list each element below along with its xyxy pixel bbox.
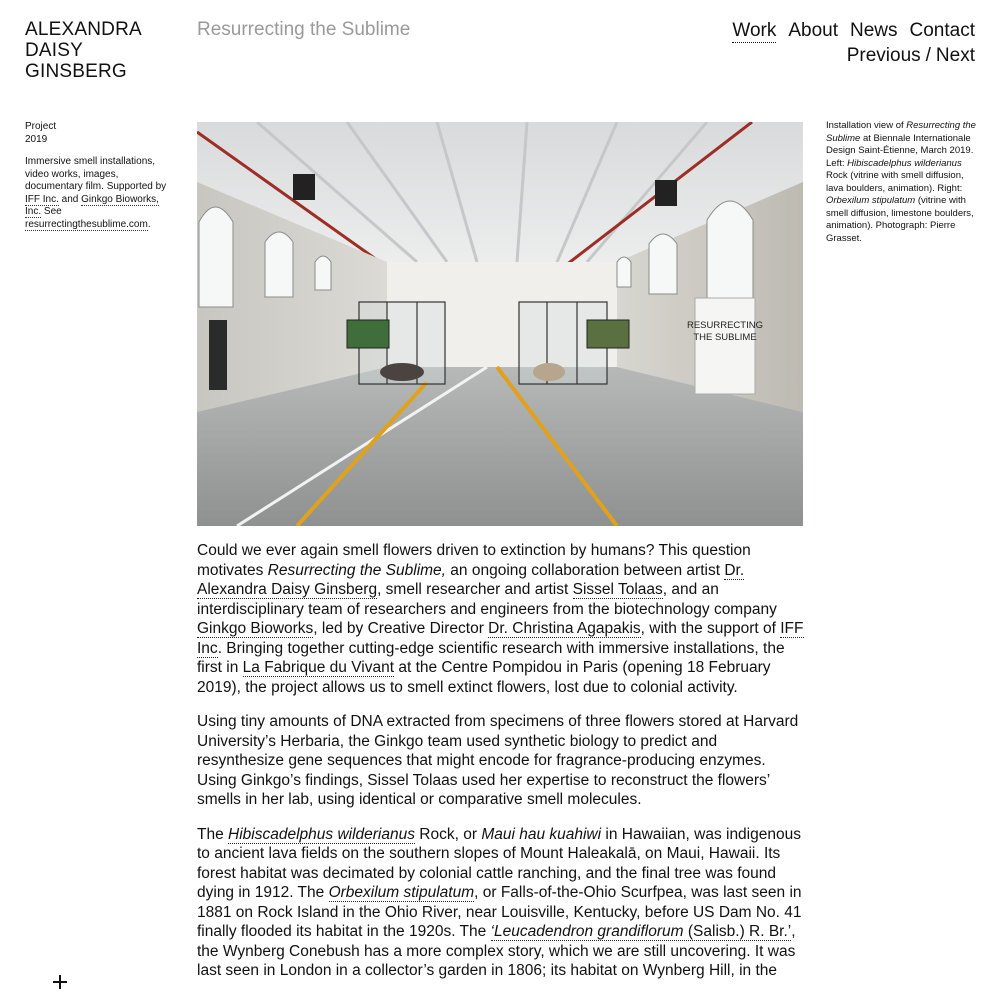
site-name-line-2[interactable]: DAISY (25, 40, 84, 61)
site-name-line-3[interactable]: GINSBERG (25, 61, 127, 82)
agapakis-link[interactable]: Dr. Christina Agapakis (488, 620, 641, 637)
image-caption: Installation view of Resurrecting the Sublime at Biennale Internationale Design Saint-Étienne, March 2019. Left: Hibiscadelphus wilderianus Rock (vitrine with smell diffusion, lava boulders, animation). Right: Orbexilum stipulatum (vitrine with smell diffusion, limestone boulders, animation). Photograph: Pierre Grasset. (826, 120, 976, 244)
fabrique-du-vivant-link[interactable]: La Fabrique du Vivant (242, 659, 395, 676)
paragraph-2: Using tiny amounts of DNA extracted from specimens of three flowers stored at Harvard University’s Herbaria, the Ginkgo team used synthetic biology to predict and resynthesize gene sequences that might encode for fragrance-producing enzymes. Using Ginkgo’s findings, Sissel Tolaas used her expertise to reconstruct the flowers’ smells in her lab, using identical or comparative smell molecules. (197, 713, 799, 808)
project-description: Immersive smell installations, video works, images, documentary film. Supported by IFF Inc. and Ginkgo Bioworks, Inc. See resurrectingthesublime.com. (25, 156, 167, 230)
paragraph-1: Could we ever again smell flowers driven to extinction by humans? This question motivates Resurrecting the Sublime, an ongoing collaboration between artist Dr. Alexandra Daisy Ginsberg, smell researcher and artist Sissel Tolaas, and an interdisciplinary team of researchers and engineers from the biotechnology company Ginkgo Bioworks, led by Creative Director Dr. Christina Agapakis, with the support of IFF Inc. Bringing together cutting-edge scientific research with immersive installations, the first in La Fabrique du Vivant at the Centre Pompidou in Paris (opening 18 February 2019), the project allows us to smell extinct flowers, lost due to colonial activity. (197, 542, 804, 696)
site-name[interactable] (25, 19, 142, 82)
project-type: Project (25, 121, 57, 132)
ginsberg-link[interactable]: Dr. Alexandra Daisy Ginsberg (197, 561, 745, 598)
sign-line-1: RESURRECTING (686, 320, 764, 331)
project-site-link[interactable]: resurrectingthesublime.com (25, 218, 148, 230)
sign-line-2: THE SUBLIME (693, 332, 757, 343)
project-year: 2019 (25, 133, 48, 145)
page-title: Resurrecting the Sublime (197, 19, 411, 40)
tolaas-link[interactable]: Sissel Tolaas (572, 581, 663, 598)
next-link[interactable]: Next (935, 45, 975, 66)
site-name-line-1[interactable]: ALEXANDRA (25, 19, 142, 40)
nav-about[interactable]: About (788, 20, 838, 41)
nav-separator: / (925, 45, 931, 66)
article-body (197, 541, 805, 996)
main-nav (732, 19, 975, 67)
leucadendron-link[interactable]: ‘Leucadendron grandiflorum (Salisb.) R. Br.’ (490, 923, 792, 940)
ginkgo-bioworks-link[interactable]: Ginkgo Bioworks (197, 620, 314, 637)
nav-news[interactable]: News (850, 20, 898, 41)
plus-icon[interactable] (50, 972, 70, 992)
hibiscadelphus-link[interactable]: Hibiscadelphus wilderianus (228, 825, 415, 843)
installation-photo[interactable] (197, 122, 803, 526)
iff-inc-link[interactable]: IFF Inc (197, 620, 804, 657)
previous-link[interactable]: Previous (846, 45, 921, 66)
orbexilum-link[interactable]: Orbexilum stipulatum (328, 884, 475, 901)
nav-contact[interactable]: Contact (909, 20, 975, 41)
project-meta (25, 121, 170, 231)
paragraph-3: The Hibiscadelphus wilderianus Rock, or Maui hau kuahiwi in Hawaiian, was indigenous to ancient lava fields on the southern slopes of Mount Haleakalā, on Maui, Hawaii. Its forest habitat was decimated by colonial cattle ranching, and the final tree was found dying in 1912. The Orbexilum stipulatum, or Falls-of-the-Ohio Scurfpea, was last seen in 1881 on Rock Island in the Ohio River, near Louisville, Kentucky, before US Dam No. 41 finally flooded its habitat in the 1920s. The ‘Leucadendron grandiflorum (Salisb.) R. Br.’, the Wynberg Conebush has a more complex story, which we are still uncovering. It was last seen in London in a collector’s garden in 1806; its habitat on Wynberg Hill, in the (197, 825, 802, 979)
iff-link[interactable]: IFF Inc. (25, 193, 59, 205)
ginkgo-link[interactable]: Ginkgo Bioworks, Inc. (25, 193, 159, 217)
nav-work[interactable]: Work (732, 20, 777, 41)
